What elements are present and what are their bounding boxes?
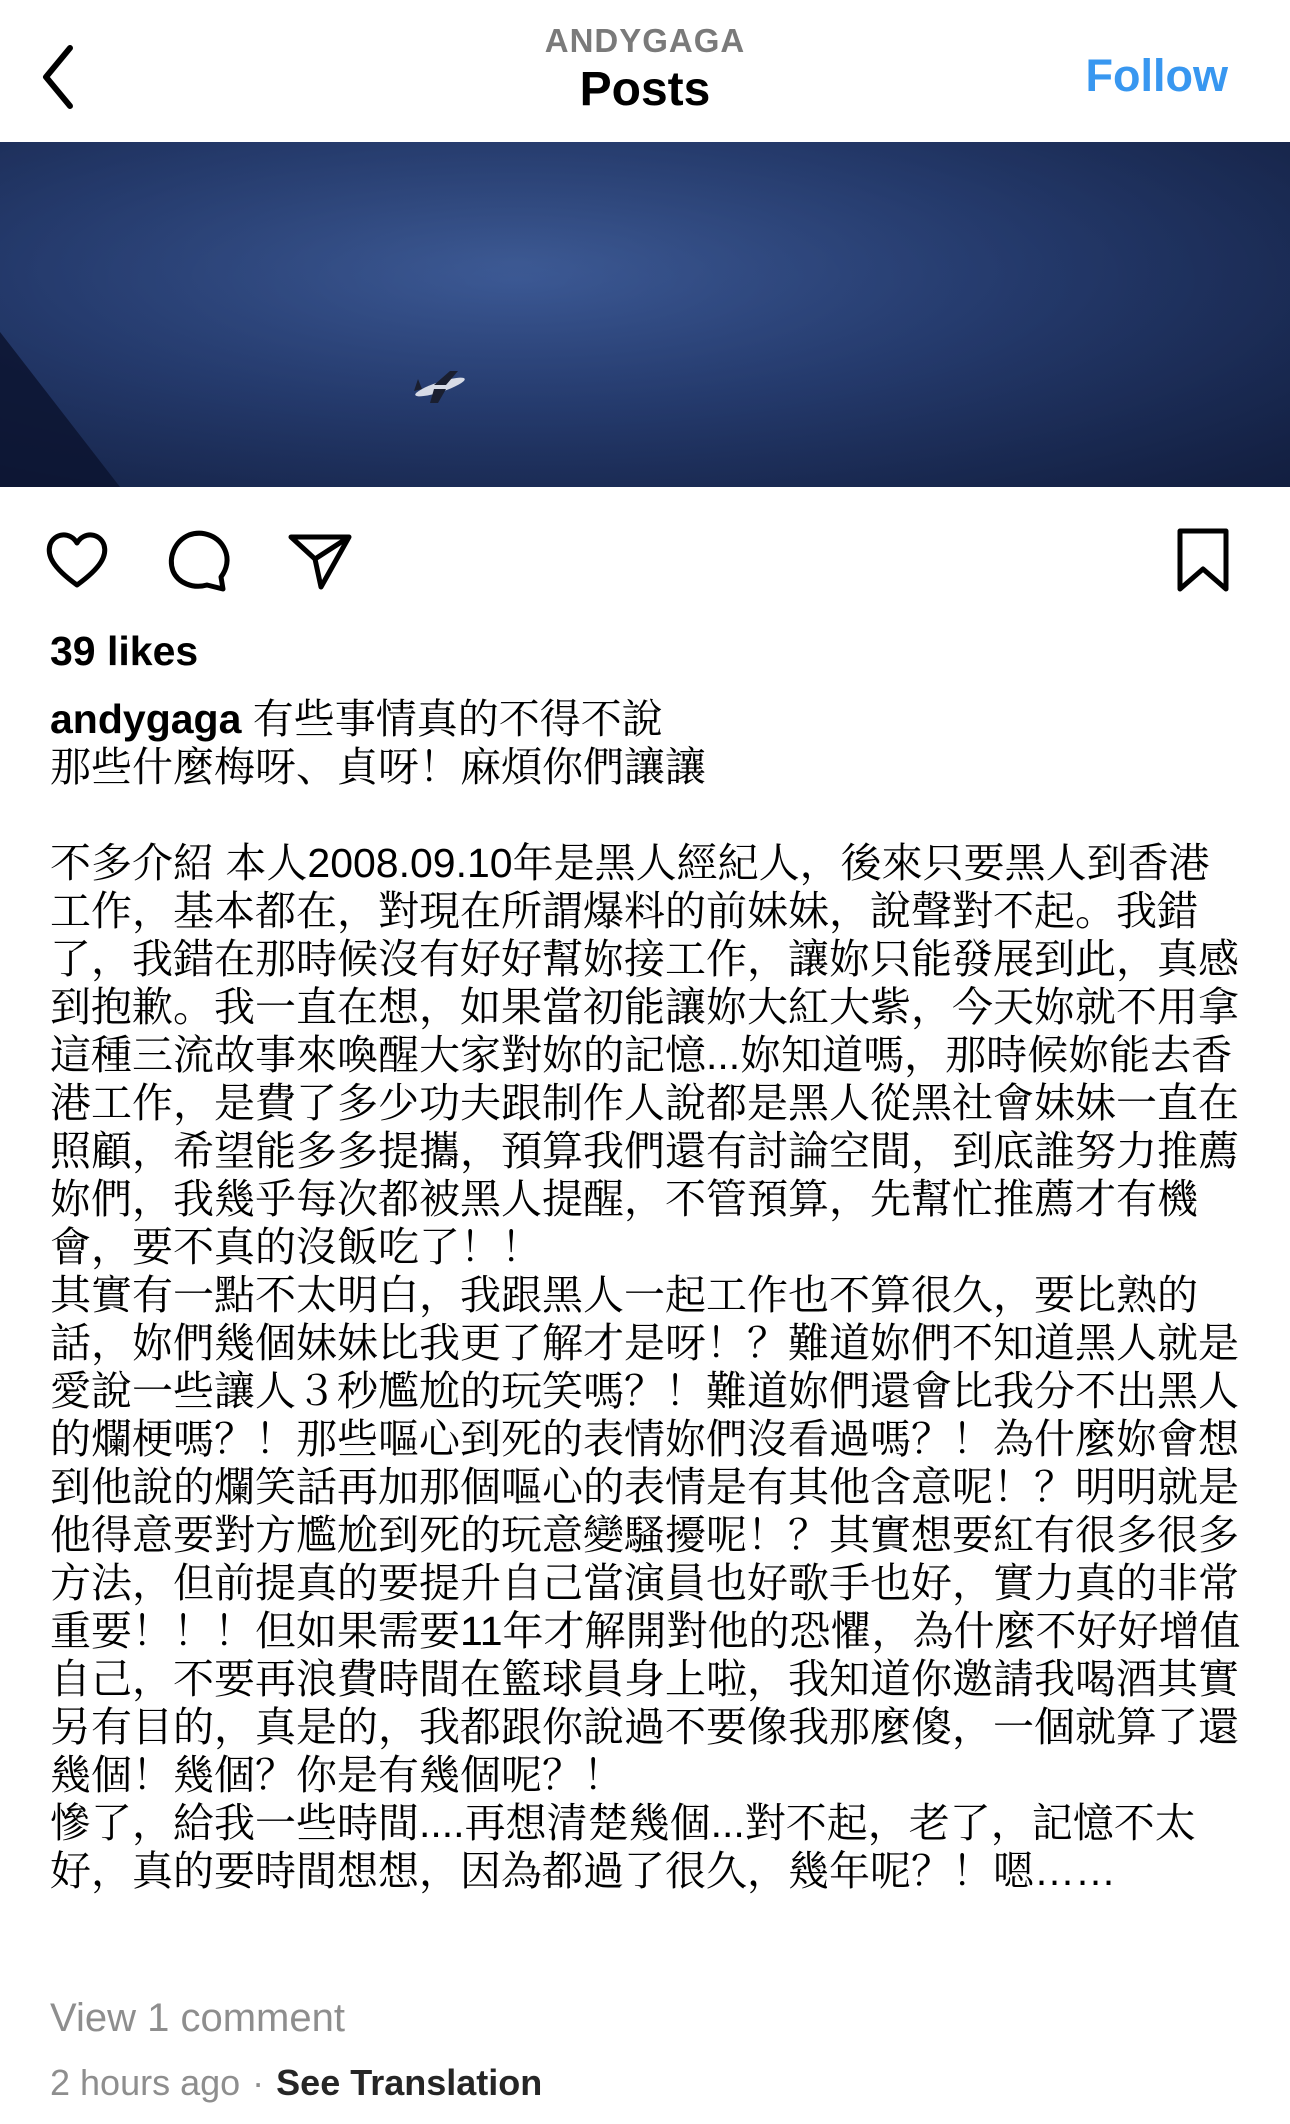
comment-bubble-icon[interactable] <box>163 525 233 595</box>
caption-first-line: 有些事情真的不得不說 <box>241 696 663 742</box>
account-name: ANDYGAGA <box>544 22 746 59</box>
caption-body: 那些什麼梅呀、貞呀！麻煩你們讓讓 不多介紹 本人2008.09.10年是黑人經紀人，後來只要黑人到香港工作，基本都在，對現在所謂爆料的前妹妹，說聲對不起。我錯了，我錯在那時候沒有好好幫妳接工作，讓妳只能發展到此，真感到抱歉。我一直在想，如果當初能讓妳大紅大紫，今天妳就不用拿這種三流故事來喚醒大家對妳的記憶...妳知道嗎，那時候妳能去香港工作，是費了多少功夫跟制作人說都是黑人從黑社會妹妹一直在照顧，希望能多多提攜，預算我們還有討論空間，到底誰努力推薦妳們，我幾乎每次都被黑人提醒，不管預算，先幫忙推薦才有機會，要不真的沒飯吃了！！ 其實有一點不太明白，我跟黑人一起工作也不算很久，要比熟的話，妳們幾個妹妹比我更了解才是呀！？難道妳們不知道黑人就是愛說一些讓人３秒尷尬的玩笑嗎？！難道妳們還會比我分不出黑人的爛梗嗎？！那些嘔心到死的表情妳們沒看過嗎？！為什麼妳會想到他說的爛笑話再加那個嘔心的表情是有其他含意呢！？明明就是他得意要對方尷尬到死的玩意變騷擾呢！？其實想要紅有很多很多方法，但前提真的要提升自己當演員也好歌手也好，實力真的非常重要！！！但如果需要11年才解開對他的恐懼，為什麼不好好增值自己，不要再浪費時間在籃球員身上啦，我知道你邀請我喝酒其實另有目的，真是的，我都跟你說過不要像我那麼傻，一個就算了還幾個！幾個？你是有幾個呢？！ 慘了，給我一些時間....再想清楚幾個...對不起，老了，記憶不太好，真的要時間想想，因為都過了很久，幾年呢？！嗯…… <box>50 744 1241 1894</box>
view-comments-link[interactable]: View 1 comment <box>50 1996 345 2040</box>
post-image[interactable] <box>0 142 1290 487</box>
follow-button[interactable]: Follow <box>1085 50 1228 101</box>
likes-count[interactable]: 39 likes <box>50 628 199 674</box>
see-translation-link[interactable]: See Translation <box>276 2062 543 2103</box>
heart-icon[interactable] <box>42 525 112 595</box>
bookmark-icon[interactable] <box>1168 525 1238 595</box>
separator-dot: · <box>252 2062 265 2103</box>
sky-photo <box>0 142 1290 487</box>
paper-plane-icon[interactable] <box>285 525 355 595</box>
top-nav-bar <box>0 0 1290 142</box>
page-title: Posts <box>579 63 711 116</box>
post-actions <box>0 525 1290 595</box>
post-meta <box>50 2062 542 2104</box>
caption-username[interactable]: andygaga <box>50 696 242 742</box>
post-caption <box>50 695 1250 1895</box>
post-timestamp: 2 hours ago <box>50 2062 241 2103</box>
